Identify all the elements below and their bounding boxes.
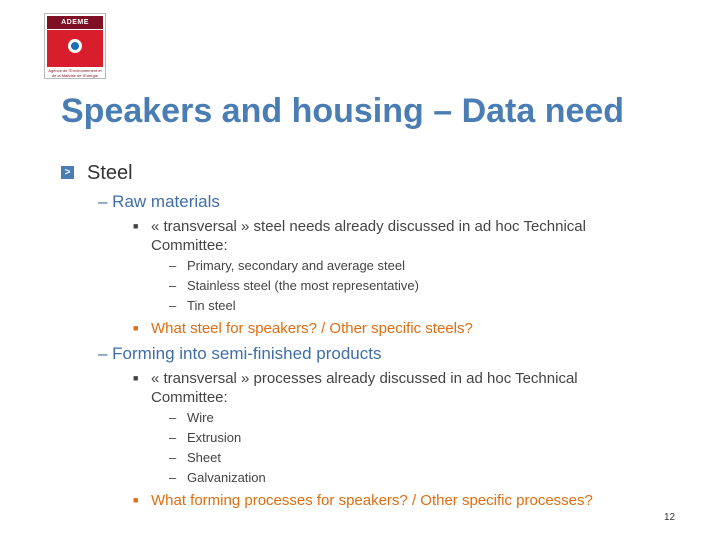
arrow-bullet-icon: > bbox=[61, 166, 74, 179]
list-item: Extrusion bbox=[187, 430, 242, 445]
note-text: Committee: bbox=[151, 237, 228, 254]
dash-bullet: – bbox=[169, 450, 177, 465]
square-bullet-icon: ■ bbox=[133, 495, 139, 505]
list-item: Sheet bbox=[187, 450, 221, 465]
page-number: 12 bbox=[664, 512, 676, 523]
list-item: Wire bbox=[187, 410, 214, 425]
square-bullet-icon: ■ bbox=[133, 323, 139, 333]
list-item: Primary, secondary and average steel bbox=[187, 258, 405, 273]
globe-icon bbox=[68, 39, 82, 53]
square-bullet-icon: ■ bbox=[133, 373, 139, 383]
dash-bullet: – bbox=[169, 410, 177, 425]
question-text: What steel for speakers? / Other specific steels? bbox=[151, 320, 473, 337]
dash-bullet: – bbox=[169, 258, 177, 273]
logo-caption: Agence de l'Environnement et de la Maîtrise de l'Energie bbox=[48, 68, 102, 78]
dash-bullet: – bbox=[169, 470, 177, 485]
square-bullet-icon: ■ bbox=[133, 221, 139, 231]
note-text: « transversal » processes already discussed in ad hoc Technical bbox=[151, 370, 578, 387]
note-text: « transversal » steel needs already discussed in ad hoc Technical bbox=[151, 218, 586, 235]
list-item: Stainless steel (the most representative) bbox=[187, 278, 419, 293]
question-text: What forming processes for speakers? / Other specific processes? bbox=[151, 492, 593, 509]
dash-bullet: – bbox=[169, 298, 177, 313]
logo-emblem bbox=[47, 30, 103, 67]
logo-wordmark: ADEME bbox=[47, 16, 103, 29]
list-item: Galvanization bbox=[187, 470, 266, 485]
subsection-heading: – Raw materials bbox=[98, 192, 220, 211]
dash-bullet: – bbox=[169, 278, 177, 293]
ademe-logo bbox=[44, 13, 106, 79]
list-item: Tin steel bbox=[187, 298, 236, 313]
slide-title: Speakers and housing – Data need bbox=[61, 92, 625, 130]
subsection-heading: – Forming into semi-finished products bbox=[98, 344, 382, 363]
dash-bullet: – bbox=[169, 430, 177, 445]
note-text: Committee: bbox=[151, 389, 228, 406]
section-heading: Steel bbox=[87, 162, 133, 184]
